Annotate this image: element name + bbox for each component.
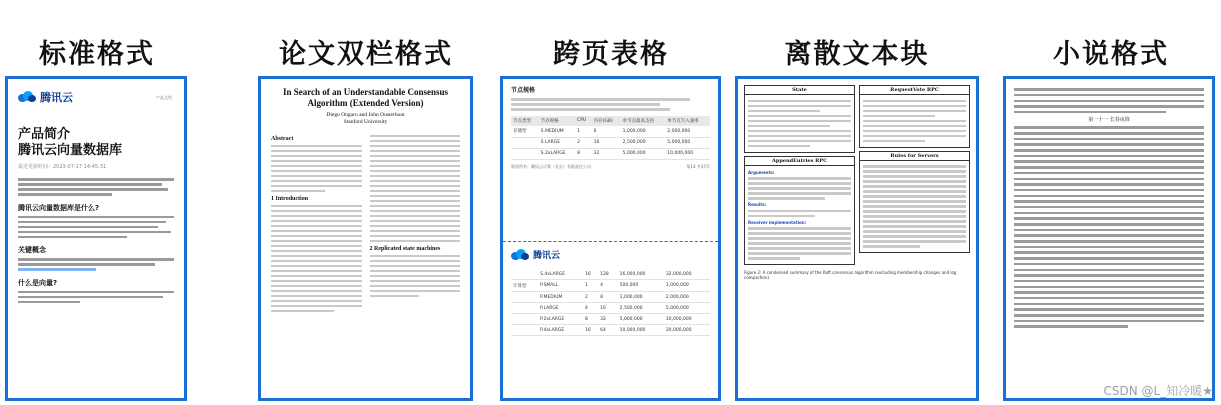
table-row <box>511 269 710 280</box>
right-column <box>370 132 461 315</box>
table-cell: 8 <box>598 292 618 303</box>
table-cell: 6 <box>592 126 621 138</box>
table-header-cell: 内存(GB) <box>592 116 621 126</box>
arguments-label: Arguments: <box>748 169 775 175</box>
section-heading-2: 关键概念 <box>18 246 46 254</box>
table-header-cell: 节点规格 <box>539 116 575 126</box>
table-row <box>511 126 710 138</box>
table-row <box>511 314 710 325</box>
box-title: RequestVote RPC <box>860 86 969 95</box>
body-text <box>18 258 174 271</box>
table-row <box>511 292 710 303</box>
spec-table-bottom <box>511 269 710 336</box>
doc-title <box>18 127 174 159</box>
table-cell: 计算型 <box>511 280 538 292</box>
doc-type-label: 产品文档 <box>156 95 172 100</box>
table-header-cell: 单节点写入速率 <box>665 116 710 126</box>
logo-text: 腾讯云 <box>40 91 73 104</box>
figure-caption: Figure 2: A condensed summary of the Raft consensus algorithm (excluding membership changes and log compaction). <box>744 270 957 280</box>
table-cell: 2,500,000 <box>618 303 664 314</box>
table-cell: 32,000,000 <box>664 269 710 280</box>
body-text <box>18 178 174 196</box>
table-cell: 5,000,000 <box>621 148 666 159</box>
table-cell: 2 <box>583 292 598 303</box>
table-row <box>511 148 710 159</box>
table-cell: 8 <box>583 314 598 325</box>
paper-authors <box>271 112 460 126</box>
table-cell: P.SMALL <box>538 280 583 292</box>
left-column <box>271 132 362 315</box>
body-text <box>18 291 174 304</box>
table-cell: 20,000,000 <box>664 325 710 336</box>
table-cell: 5,000,000 <box>664 303 710 314</box>
table-row <box>511 325 710 336</box>
table-cell: 64 <box>598 325 618 336</box>
doc-title-line1: 产品简介 <box>18 127 71 142</box>
heading-novel-format: 小说格式 <box>1053 39 1169 70</box>
heading-cross-page-table: 跨页表格 <box>553 39 669 70</box>
paper-two-column-document <box>258 76 473 401</box>
impl-label: Receiver implementation: <box>748 219 807 225</box>
table-header-cell: 节点类型 <box>511 116 539 126</box>
heading-discrete-text-blocks: 离散文本块 <box>784 39 930 70</box>
rules-for-servers-box <box>859 151 970 254</box>
table-page-2 <box>503 242 718 342</box>
logo-text: 腾讯云 <box>533 251 561 261</box>
tencent-cloud-logo <box>511 248 710 261</box>
table-cell: 16 <box>583 325 598 336</box>
cloud-icon <box>18 91 36 103</box>
table-cell: 1,000,000 <box>664 280 710 292</box>
box-title: State <box>745 86 854 95</box>
table-cell: 10,000,000 <box>665 148 710 159</box>
abstract-heading: Abstract <box>271 136 294 142</box>
table-cell: S.MEDIUM <box>539 126 575 138</box>
table-cell: 16 <box>583 269 598 280</box>
table-cell: 16 <box>598 303 618 314</box>
section-heading-3: 什么是向量? <box>18 278 58 287</box>
table-cell: S.2xLARGE <box>539 148 575 159</box>
table-cell: 2,500,000 <box>621 137 666 148</box>
state-box <box>744 85 855 153</box>
table-cell: 128 <box>598 269 618 280</box>
table-cell <box>511 325 538 336</box>
table-cell: 4 <box>598 280 618 292</box>
doc-title-line2: 腾讯云向量数据库 <box>18 143 123 158</box>
table-cell: P.2xLARGE <box>538 314 583 325</box>
discrete-text-blocks-document <box>735 76 979 401</box>
table-row <box>511 303 710 314</box>
csdn-watermark: CSDN @L_知冷暖★ <box>1103 384 1213 398</box>
paper-title: In Search of an Understandable Consensus Algorithm (Extended Version) <box>282 87 449 108</box>
table-cell: 1,000,000 <box>621 126 666 138</box>
append-entries-box <box>744 156 855 266</box>
table-cell: 1,000,000 <box>618 292 664 303</box>
table-cell: P.LARGE <box>538 303 583 314</box>
table-row <box>511 137 710 148</box>
section-heading-1: 腾讯云向量数据库是什么? <box>18 203 100 212</box>
footer-page-number: 第14 共37页 <box>686 163 710 169</box>
table-cell: 500,000 <box>618 280 664 292</box>
table-cell: 16,000,000 <box>618 269 664 280</box>
table-cell: 2,000,000 <box>664 292 710 303</box>
table-cell: 8 <box>575 148 592 159</box>
table-cell: 2,000,000 <box>665 126 710 138</box>
table-cell <box>511 303 538 314</box>
section-heading: 2 Replicated state machines <box>369 246 441 252</box>
table-cell: 32 <box>592 148 621 159</box>
box-title: Rules for Servers <box>860 152 969 161</box>
cross-page-table-document <box>500 76 721 401</box>
page-footer <box>511 164 710 170</box>
table-cell: S.4xLARGE <box>538 269 583 280</box>
table-cell <box>511 292 538 303</box>
table-cell <box>511 148 539 159</box>
table-cell: 存储型 <box>511 126 539 138</box>
table-page-1 <box>503 79 718 242</box>
table-header-cell: CPU <box>575 116 592 126</box>
table-cell: 5,000,000 <box>618 314 664 325</box>
update-time: 最近更新时间：2023-07-17 14:45:31 <box>18 164 107 170</box>
results-label: Results: <box>748 202 767 207</box>
tencent-cloud-logo <box>18 89 174 105</box>
table-cell: 2 <box>575 137 592 148</box>
table-cell: 4 <box>583 303 598 314</box>
table-cell: P.MEDIUM <box>538 292 583 303</box>
table-cell: S.LARGE <box>539 137 575 148</box>
table-row <box>511 280 710 292</box>
table-cell: 1 <box>575 126 592 138</box>
standard-format-document <box>5 76 187 401</box>
table-cell <box>511 314 538 325</box>
spec-table-top <box>511 116 710 160</box>
table-cell: 1 <box>583 280 598 292</box>
novel-format-document <box>1003 76 1215 401</box>
table-cell: 10,000,000 <box>618 325 664 336</box>
table-cell: 16 <box>592 137 621 148</box>
novel-text <box>1014 88 1204 328</box>
chapter-heading: 第一十一 长春夜降 <box>1088 116 1130 123</box>
box-title: AppendEntries RPC <box>745 157 854 166</box>
footer-copyright: 版权所有：腾讯云计算（北京）有限责任公司 <box>511 163 591 169</box>
table-cell: 5,000,000 <box>665 137 710 148</box>
request-vote-box <box>859 85 970 148</box>
heading-standard-format: 标准格式 <box>39 39 155 70</box>
table-header-cell: 单节点最高支持 <box>621 116 666 126</box>
table-cell: 10,000,000 <box>664 314 710 325</box>
body-text <box>18 216 174 239</box>
table-cell: P.4xLARGE <box>538 325 583 336</box>
table-cell: 32 <box>598 314 618 325</box>
authors: Diego Ongaro and John Ousterhout <box>326 112 405 118</box>
table-cell <box>511 137 539 148</box>
heading-paper-two-column: 论文双栏格式 <box>279 39 453 70</box>
cloud-icon <box>511 249 529 261</box>
table-cell <box>511 269 538 280</box>
section-heading: 1 Introduction <box>271 196 309 202</box>
table-title: 节点规格 <box>511 87 536 94</box>
affiliation: Stanford University <box>343 119 388 125</box>
